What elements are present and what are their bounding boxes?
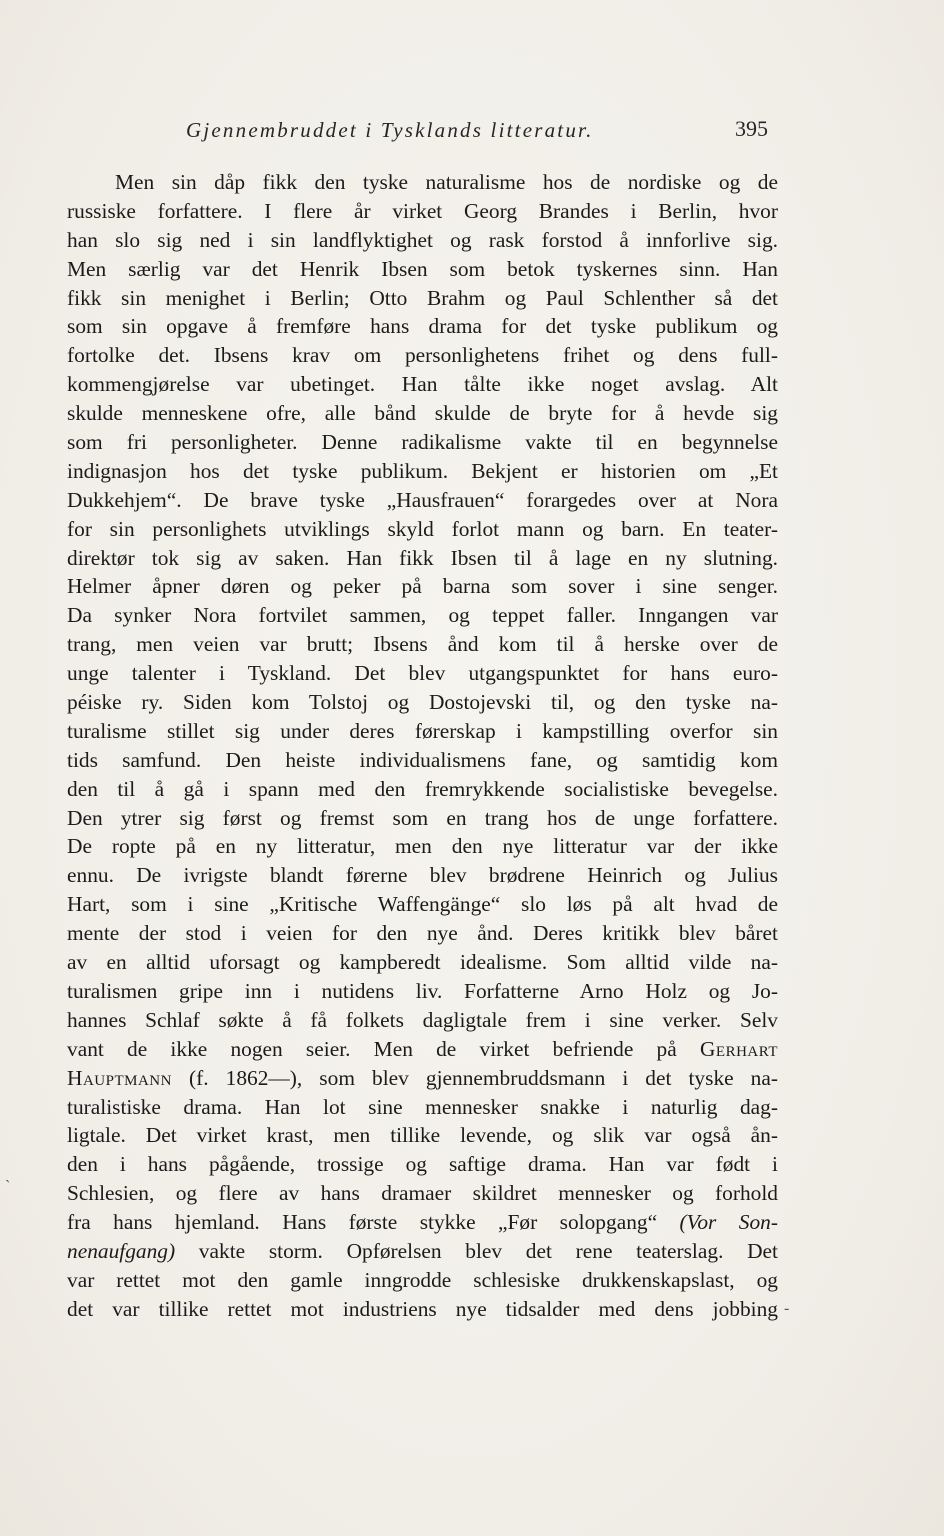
text-line: unge talenter i Tyskland. Det blev utgangspunktet for hans euro- [67, 661, 778, 686]
running-title: Gjennembruddet i Tysklands litteratur. [186, 118, 594, 142]
text-line: av en alltid uforsagt og kampberedt idealisme. Som alltid vilde na- [67, 950, 778, 975]
text-line: ligtale. Det virket krast, men tillike levende, og slik var også ån- [67, 1123, 778, 1148]
text-line: turalismen gripe inn i nutidens liv. Forfatterne Arno Holz og Jo- [67, 978, 778, 1003]
text-segment: fra hans hjemland. Hans første stykke „Før solopgang“ [67, 1210, 680, 1235]
text-line: Men særlig var det Henrik Ibsen som betok tyskernes sinn. Han [67, 256, 778, 281]
text-line: indignasjon hos det tyske publikum. Bekjent er historien om „Et [67, 458, 778, 483]
page-number: 395 [735, 116, 768, 141]
text-segment: vakte storm. Opførelsen blev det rene teaterslag. Det [175, 1238, 778, 1263]
italic-title: (Vor Son- [679, 1210, 778, 1235]
body-text [67, 168, 778, 1324]
text-line: for sin personlighets utviklings skyld forlot mann og barn. En teater- [67, 516, 778, 541]
text-line: Den ytrer sig først og fremst som en trang hos de unge forfattere. [67, 805, 778, 830]
text-line: russiske forfattere. I flere år virket Georg Brandes i Berlin, hvor [67, 198, 778, 223]
text-line: tids samfund. Den heiste individualismens fane, og samtidig kom [67, 747, 778, 772]
text-line: ennu. De ivrigste blandt førerne blev brødrene Heinrich og Julius [67, 863, 778, 888]
text-segment: (f. 1862—), som blev gjennembruddsmann i det tyske na- [171, 1065, 778, 1090]
margin-dash: - [784, 1300, 790, 1317]
text-line: kommengjørelse var ubetinget. Han tålte ikke noget avslag. Alt [67, 372, 778, 397]
small-caps-name: Hauptmann [67, 1065, 172, 1090]
text-line: Da synker Nora fortvilet sammen, og teppet faller. Inngangen var [67, 603, 778, 628]
small-caps-name: Gerhart [699, 1036, 778, 1061]
text-line: fikk sin menighet i Berlin; Otto Brahm og Paul Schlenther så det [67, 285, 778, 310]
text-line: fortolke det. Ibsens krav om personlighetens frihet og dens full- [67, 343, 778, 368]
text-line: den i hans pågående, trossige og saftige drama. Han var født i [67, 1152, 778, 1177]
text-line: skulde menneskene ofre, alle bånd skulde de bryte for å hevde sig [67, 401, 778, 426]
text-line: som sin opgave å fremføre hans drama for det tyske publikum og [67, 314, 778, 339]
text-line: péiske ry. Siden kom Tolstoj og Dostojevski til, og den tyske na- [67, 690, 778, 715]
text-line: trang, men veien var brutt; Ibsens ånd kom til å herske over de [67, 632, 778, 657]
text-line: Hart, som i sine „Kritische Waffengänge“ slo løs på alt hvad de [67, 892, 778, 917]
italic-title: nenaufgang) [67, 1238, 176, 1263]
text-line: Helmer åpner døren og peker på barna som sover i sine senger. [67, 574, 778, 599]
text-line: den til å gå i spann med den fremrykkende socialistiske bevegelse. [67, 776, 778, 801]
text-line: han slo sig ned i sin landflyktighet og rask forstod å innforlive sig. [67, 227, 778, 252]
text-line: mente der stod i veien for den nye ånd. Deres kritikk blev båret [67, 921, 778, 946]
text-line: hannes Schlaf søkte å få folkets dagligtale frem i sine verker. Selv [67, 1007, 778, 1032]
text-line: som fri personligheter. Denne radikalisme vakte til en begynnelse [67, 430, 778, 455]
text-line [67, 1064, 778, 1093]
text-line: Schlesien, og flere av hans dramaer skildret mennesker og forhold [67, 1181, 778, 1206]
margin-tick: ˏ [5, 1166, 11, 1183]
text-line: De ropte på en ny litteratur, men den nye litteratur var der ikke [67, 834, 778, 859]
text-line: Dukkehjem“. De brave tyske „Hausfrauen“ forargedes over at Nora [67, 487, 778, 512]
text-line: det var tillike rettet mot industriens nye tidsalder med dens jobbing [67, 1296, 778, 1321]
text-line [67, 1208, 778, 1237]
text-segment: vant de ikke nogen seier. Men de virket befriende på [67, 1036, 700, 1061]
text-line: direktør tok sig av saken. Han fikk Ibsen til å lage en ny slutning. [67, 545, 778, 570]
text-line: turalisme stillet sig under deres førerskap i kampstilling overfor sin [67, 718, 778, 743]
text-line [67, 1035, 778, 1064]
text-line [67, 1237, 778, 1266]
text-line: Men sin dåp fikk den tyske naturalisme hos de nordiske og de [115, 170, 778, 194]
text-line: turalistiske drama. Han lot sine mennesker snakke i naturlig dag- [67, 1094, 778, 1119]
text-line: var rettet mot den gamle inngrodde schlesiske drukkenskapslast, og [67, 1267, 778, 1292]
